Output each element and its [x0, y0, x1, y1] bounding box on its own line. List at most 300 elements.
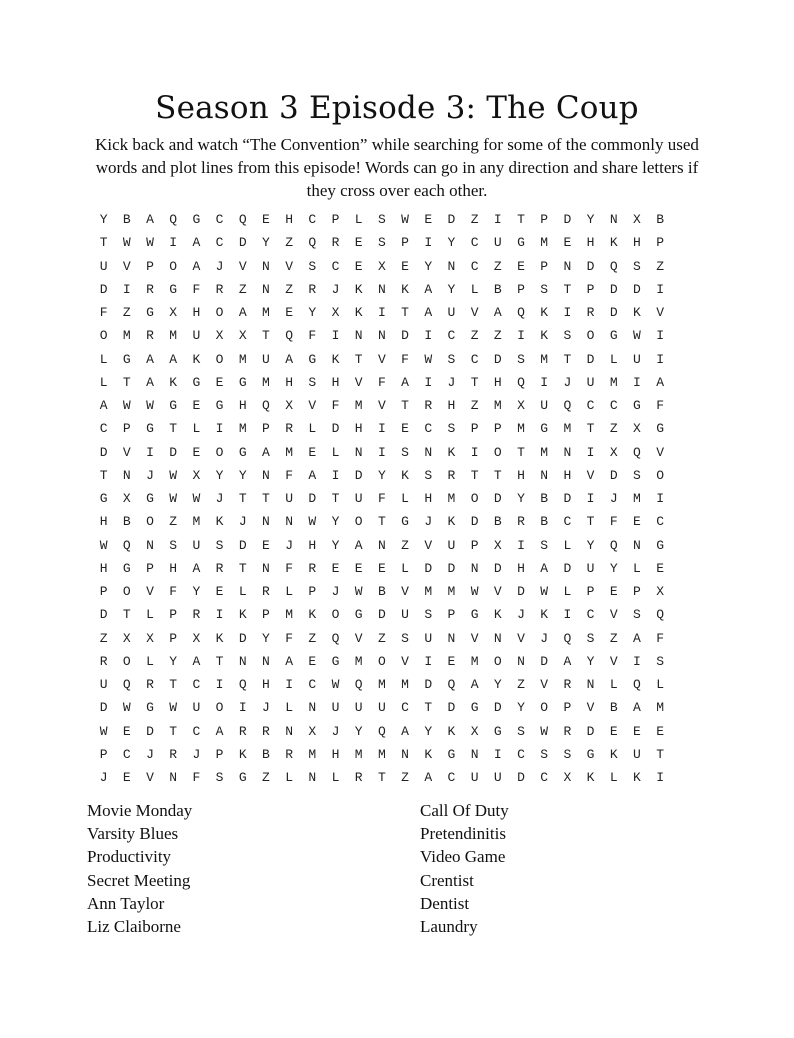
grid-letter: U — [633, 746, 641, 762]
grid-letter: D — [586, 723, 595, 739]
grid-letter: K — [215, 630, 224, 646]
grid-letter: T — [493, 467, 502, 483]
grid-letter: C — [470, 351, 479, 367]
grid-letter: D — [354, 467, 363, 483]
grid-letter: M — [563, 421, 572, 437]
grid-letter: N — [470, 560, 479, 576]
grid-letter: A — [470, 677, 479, 693]
grid-letter: U — [540, 398, 549, 414]
grid-letter: Z — [238, 281, 247, 297]
grid-row — [92, 394, 672, 417]
grid-letter: C — [609, 398, 618, 414]
grid-letter: P — [586, 584, 595, 600]
grid-letter: R — [169, 746, 178, 762]
grid-letter: B — [262, 746, 270, 762]
grid-letter: E — [354, 235, 363, 251]
grid-row — [92, 231, 672, 254]
grid-letter: T — [122, 374, 131, 390]
grid-letter: L — [146, 653, 154, 669]
grid-letter: K — [540, 607, 549, 623]
grid-letter: C — [99, 421, 108, 437]
grid-letter: V — [146, 584, 154, 600]
grid-letter: K — [169, 374, 178, 390]
grid-letter: V — [122, 258, 131, 274]
grid-letter: D — [633, 281, 641, 297]
grid-letter: O — [493, 653, 502, 669]
grid-letter: B — [122, 212, 131, 228]
grid-letter: V — [470, 305, 479, 321]
grid-letter: G — [146, 491, 154, 507]
grid-letter: U — [493, 770, 502, 786]
grid-letter: J — [99, 770, 108, 786]
grid-letter: N — [470, 746, 479, 762]
grid-letter: T — [470, 467, 479, 483]
grid-letter: Y — [586, 212, 595, 228]
grid-letter: G — [540, 421, 549, 437]
grid-letter: D — [517, 770, 525, 786]
grid-letter: A — [401, 723, 409, 739]
grid-letter: E — [401, 258, 409, 274]
grid-letter: L — [285, 700, 293, 716]
grid-letter: N — [354, 328, 363, 344]
grid-letter: M — [424, 584, 433, 600]
grid-letter: D — [563, 560, 572, 576]
grid-letter: C — [470, 235, 479, 251]
grid-letter: A — [99, 398, 108, 414]
grid-letter: T — [262, 328, 270, 344]
grid-letter: K — [238, 746, 247, 762]
grid-letter: F — [377, 491, 386, 507]
grid-letter: E — [262, 212, 270, 228]
grid-letter: E — [656, 723, 664, 739]
grid-letter: G — [470, 700, 479, 716]
grid-letter: F — [99, 305, 108, 321]
grid-letter: S — [563, 746, 572, 762]
grid-letter: I — [377, 444, 386, 460]
grid-letter: I — [424, 235, 433, 251]
grid-letter: N — [308, 770, 317, 786]
grid-letter: D — [424, 677, 433, 693]
grid-letter: E — [215, 584, 224, 600]
grid-letter: G — [493, 723, 502, 739]
grid-letter: M — [169, 328, 178, 344]
grid-letter: Q — [517, 374, 525, 390]
grid-letter: W — [169, 700, 178, 716]
grid-letter: F — [609, 514, 618, 530]
word-list-item: Movie Monday — [87, 801, 193, 820]
grid-letter: P — [517, 281, 525, 297]
grid-letter: T — [169, 421, 178, 437]
grid-letter: E — [122, 723, 131, 739]
grid-row — [92, 673, 672, 696]
grid-letter: F — [169, 584, 178, 600]
grid-letter: T — [99, 235, 108, 251]
grid-letter: A — [215, 723, 224, 739]
grid-letter: Z — [308, 630, 317, 646]
word-list-item: Ann Taylor — [87, 893, 165, 913]
grid-letter: F — [401, 351, 409, 367]
grid-letter: M — [192, 514, 201, 530]
grid-letter: S — [424, 607, 433, 623]
word-list-item: Call Of Duty — [420, 801, 509, 820]
grid-letter: Z — [609, 421, 618, 437]
grid-letter: D — [493, 491, 502, 507]
grid-letter: V — [609, 607, 618, 623]
grid-letter: N — [122, 467, 131, 483]
grid-letter: X — [169, 305, 178, 321]
grid-letter: S — [586, 630, 595, 646]
grid-letter: C — [401, 700, 409, 716]
grid-letter: I — [331, 328, 340, 344]
grid-letter: D — [99, 444, 108, 460]
grid-letter: F — [656, 398, 664, 414]
grid-letter: C — [424, 421, 433, 437]
grid-letter: D — [447, 212, 456, 228]
grid-letter: T — [215, 653, 224, 669]
grid-letter: G — [238, 374, 247, 390]
grid-letter: F — [285, 467, 293, 483]
grid-letter: E — [192, 444, 201, 460]
grid-letter: Q — [633, 444, 641, 460]
grid-letter: W — [633, 328, 641, 344]
grid-letter: P — [401, 235, 409, 251]
grid-letter: I — [586, 491, 595, 507]
grid-letter: P — [540, 212, 549, 228]
grid-row — [92, 510, 672, 533]
grid-letter: G — [331, 653, 340, 669]
grid-letter: J — [262, 700, 270, 716]
grid-letter: P — [633, 584, 641, 600]
grid-letter: W — [122, 700, 131, 716]
grid-letter: Q — [609, 537, 618, 553]
grid-letter: Z — [99, 630, 108, 646]
grid-letter: X — [238, 328, 247, 344]
grid-letter: H — [308, 537, 317, 553]
grid-letter: Z — [493, 328, 502, 344]
grid-letter: W — [146, 398, 154, 414]
grid-letter: O — [540, 700, 549, 716]
grid-letter: H — [99, 514, 108, 530]
grid-letter: M — [354, 746, 363, 762]
grid-letter: M — [517, 421, 525, 437]
grid-letter: N — [262, 514, 270, 530]
grid-letter: N — [517, 653, 525, 669]
grid-letter: D — [470, 514, 479, 530]
grid-letter: B — [493, 514, 502, 530]
grid-row — [92, 720, 672, 743]
grid-letter: J — [238, 514, 247, 530]
grid-letter: T — [122, 607, 131, 623]
grid-letter: G — [238, 444, 247, 460]
word-list-left — [87, 799, 192, 938]
grid-letter: D — [238, 235, 247, 251]
grid-letter: Z — [122, 305, 131, 321]
grid-letter: L — [354, 212, 363, 228]
grid-letter: T — [517, 444, 525, 460]
grid-letter: P — [470, 421, 479, 437]
grid-letter: S — [447, 421, 456, 437]
grid-letter: K — [354, 281, 363, 297]
grid-letter: Y — [308, 305, 317, 321]
grid-letter: N — [262, 653, 270, 669]
grid-letter: T — [656, 746, 664, 762]
grid-letter: D — [609, 281, 618, 297]
grid-letter: Q — [377, 723, 386, 739]
grid-letter: R — [238, 723, 247, 739]
grid-letter: S — [424, 467, 433, 483]
grid-letter: Y — [169, 653, 178, 669]
grid-row — [92, 580, 672, 603]
grid-letter: W — [540, 584, 549, 600]
grid-letter: H — [563, 467, 572, 483]
grid-letter: N — [285, 723, 293, 739]
grid-letter: I — [238, 700, 247, 716]
grid-letter: W — [470, 584, 479, 600]
grid-letter: Y — [586, 653, 595, 669]
grid-letter: U — [447, 305, 456, 321]
grid-letter: E — [609, 584, 618, 600]
grid-letter: M — [354, 398, 363, 414]
grid-letter: A — [192, 560, 201, 576]
grid-letter: D — [563, 491, 572, 507]
grid-row — [92, 371, 672, 394]
grid-letter: K — [633, 770, 641, 786]
grid-letter: L — [146, 607, 154, 623]
grid-letter: E — [215, 374, 224, 390]
grid-letter: K — [633, 305, 641, 321]
grid-letter: M — [308, 746, 317, 762]
grid-letter: N — [447, 630, 456, 646]
grid-letter: U — [447, 537, 456, 553]
grid-letter: S — [169, 537, 178, 553]
grid-letter: O — [354, 514, 363, 530]
grid-letter: E — [285, 305, 293, 321]
grid-letter: K — [331, 351, 340, 367]
grid-letter: I — [633, 374, 641, 390]
grid-letter: T — [586, 421, 595, 437]
grid-letter: M — [122, 328, 131, 344]
grid-letter: G — [308, 351, 317, 367]
grid-letter: N — [262, 467, 270, 483]
grid-letter: N — [563, 444, 572, 460]
grid-letter: R — [285, 746, 293, 762]
grid-letter: L — [633, 560, 641, 576]
grid-letter: L — [308, 421, 317, 437]
word-list-item: Secret Meeting — [87, 870, 191, 890]
grid-letter: N — [424, 444, 433, 460]
grid-letter: P — [169, 607, 178, 623]
grid-letter: S — [540, 537, 549, 553]
grid-letter: R — [563, 677, 572, 693]
grid-letter: K — [308, 607, 317, 623]
grid-letter: K — [447, 514, 456, 530]
grid-letter: K — [238, 607, 247, 623]
grid-letter: A — [308, 467, 317, 483]
grid-letter: F — [308, 328, 317, 344]
grid-letter: T — [401, 305, 409, 321]
grid-letter: D — [146, 723, 154, 739]
grid-letter: Q — [122, 677, 131, 693]
grid-letter: Y — [447, 281, 456, 297]
grid-letter: A — [424, 770, 433, 786]
word-search-grid — [92, 208, 672, 789]
grid-letter: T — [401, 398, 409, 414]
grid-letter: G — [192, 374, 201, 390]
grid-letter: E — [401, 421, 409, 437]
grid-letter: F — [285, 560, 293, 576]
grid-letter: P — [563, 700, 572, 716]
grid-letter: U — [192, 700, 201, 716]
grid-letter: O — [470, 491, 479, 507]
grid-letter: O — [656, 467, 664, 483]
grid-letter: N — [238, 653, 247, 669]
grid-letter: B — [540, 491, 549, 507]
grid-letter: S — [401, 444, 409, 460]
grid-letter: G — [99, 491, 108, 507]
grid-letter: B — [377, 584, 386, 600]
grid-letter: X — [563, 770, 572, 786]
grid-letter: H — [285, 212, 293, 228]
grid-letter: L — [285, 770, 293, 786]
grid-letter: Q — [238, 677, 247, 693]
grid-letter: Y — [517, 491, 525, 507]
grid-letter: W — [424, 351, 433, 367]
grid-letter: H — [517, 560, 525, 576]
grid-letter: U — [377, 700, 386, 716]
word-list-item: Varsity Blues — [87, 824, 179, 844]
grid-letter: H — [331, 746, 340, 762]
grid-letter: K — [447, 444, 456, 460]
grid-letter: X — [470, 723, 479, 739]
grid-letter: H — [192, 305, 201, 321]
grid-letter: I — [517, 537, 525, 553]
grid-letter: N — [493, 630, 502, 646]
grid-letter: R — [215, 281, 224, 297]
grid-letter: A — [192, 235, 201, 251]
grid-letter: C — [447, 328, 456, 344]
grid-letter: S — [215, 537, 224, 553]
grid-letter: I — [169, 235, 178, 251]
grid-letter: M — [377, 677, 386, 693]
grid-letter: A — [354, 537, 363, 553]
grid-letter: L — [609, 770, 618, 786]
grid-letter: Y — [609, 560, 618, 576]
grid-letter: A — [146, 374, 154, 390]
grid-letter: N — [308, 700, 317, 716]
grid-letter: M — [285, 607, 293, 623]
grid-letter: V — [285, 258, 293, 274]
word-list-item: Crentist — [420, 870, 474, 890]
grid-letter: D — [609, 467, 618, 483]
grid-letter: U — [331, 700, 340, 716]
grid-letter: B — [122, 514, 131, 530]
grid-letter: K — [540, 305, 549, 321]
grid-letter: X — [215, 328, 224, 344]
grid-letter: C — [447, 770, 456, 786]
grid-letter: A — [146, 212, 154, 228]
grid-letter: F — [331, 398, 340, 414]
grid-letter: A — [285, 653, 293, 669]
grid-letter: D — [586, 258, 595, 274]
grid-letter: V — [470, 630, 479, 646]
grid-letter: E — [517, 258, 525, 274]
grid-letter: U — [354, 700, 363, 716]
grid-letter: R — [146, 328, 154, 344]
grid-letter: T — [563, 351, 572, 367]
grid-letter: P — [470, 537, 479, 553]
grid-letter: S — [377, 235, 386, 251]
grid-letter: X — [493, 537, 502, 553]
grid-letter: I — [470, 444, 479, 460]
grid-letter: D — [563, 212, 572, 228]
grid-letter: P — [99, 584, 108, 600]
grid-letter: R — [262, 723, 270, 739]
grid-letter: O — [215, 444, 224, 460]
grid-letter: V — [354, 630, 363, 646]
grid-letter: Y — [331, 537, 340, 553]
grid-letter: G — [517, 235, 525, 251]
grid-letter: Z — [470, 212, 479, 228]
grid-letter: Q — [517, 305, 525, 321]
grid-letter: S — [540, 281, 549, 297]
grid-letter: N — [262, 560, 270, 576]
grid-letter: B — [493, 281, 502, 297]
grid-letter: E — [424, 212, 433, 228]
grid-letter: U — [192, 537, 201, 553]
grid-letter: U — [192, 328, 201, 344]
grid-letter: V — [493, 584, 502, 600]
grid-letter: T — [354, 351, 363, 367]
grid-letter: D — [331, 421, 340, 437]
grid-letter: M — [377, 746, 386, 762]
grid-letter: I — [656, 770, 664, 786]
grid-letter: S — [633, 607, 641, 623]
grid-letter: O — [122, 653, 131, 669]
grid-letter: G — [146, 421, 154, 437]
grid-letter: I — [215, 677, 224, 693]
grid-letter: G — [609, 328, 618, 344]
grid-letter: W — [308, 514, 317, 530]
grid-letter: Q — [331, 630, 340, 646]
grid-letter: K — [609, 746, 618, 762]
grid-letter: V — [517, 630, 525, 646]
grid-letter: K — [540, 328, 549, 344]
grid-letter: N — [354, 444, 363, 460]
grid-letter: R — [146, 677, 154, 693]
grid-letter: F — [656, 630, 664, 646]
grid-letter: S — [633, 258, 641, 274]
grid-letter: M — [401, 677, 409, 693]
grid-letter: Q — [609, 258, 618, 274]
grid-letter: L — [401, 491, 409, 507]
grid-row — [92, 441, 672, 464]
grid-letter: A — [192, 653, 201, 669]
grid-letter: O — [586, 328, 595, 344]
grid-letter: W — [331, 677, 340, 693]
grid-letter: M — [447, 584, 456, 600]
grid-letter: E — [609, 723, 618, 739]
grid-letter: U — [285, 491, 293, 507]
grid-letter: A — [169, 351, 178, 367]
grid-letter: Z — [470, 398, 479, 414]
grid-letter: I — [424, 653, 433, 669]
grid-letter: M — [540, 235, 549, 251]
grid-letter: X — [146, 630, 154, 646]
grid-letter: D — [609, 305, 618, 321]
grid-letter: L — [401, 560, 409, 576]
grid-letter: D — [540, 653, 549, 669]
grid-letter: R — [331, 235, 340, 251]
